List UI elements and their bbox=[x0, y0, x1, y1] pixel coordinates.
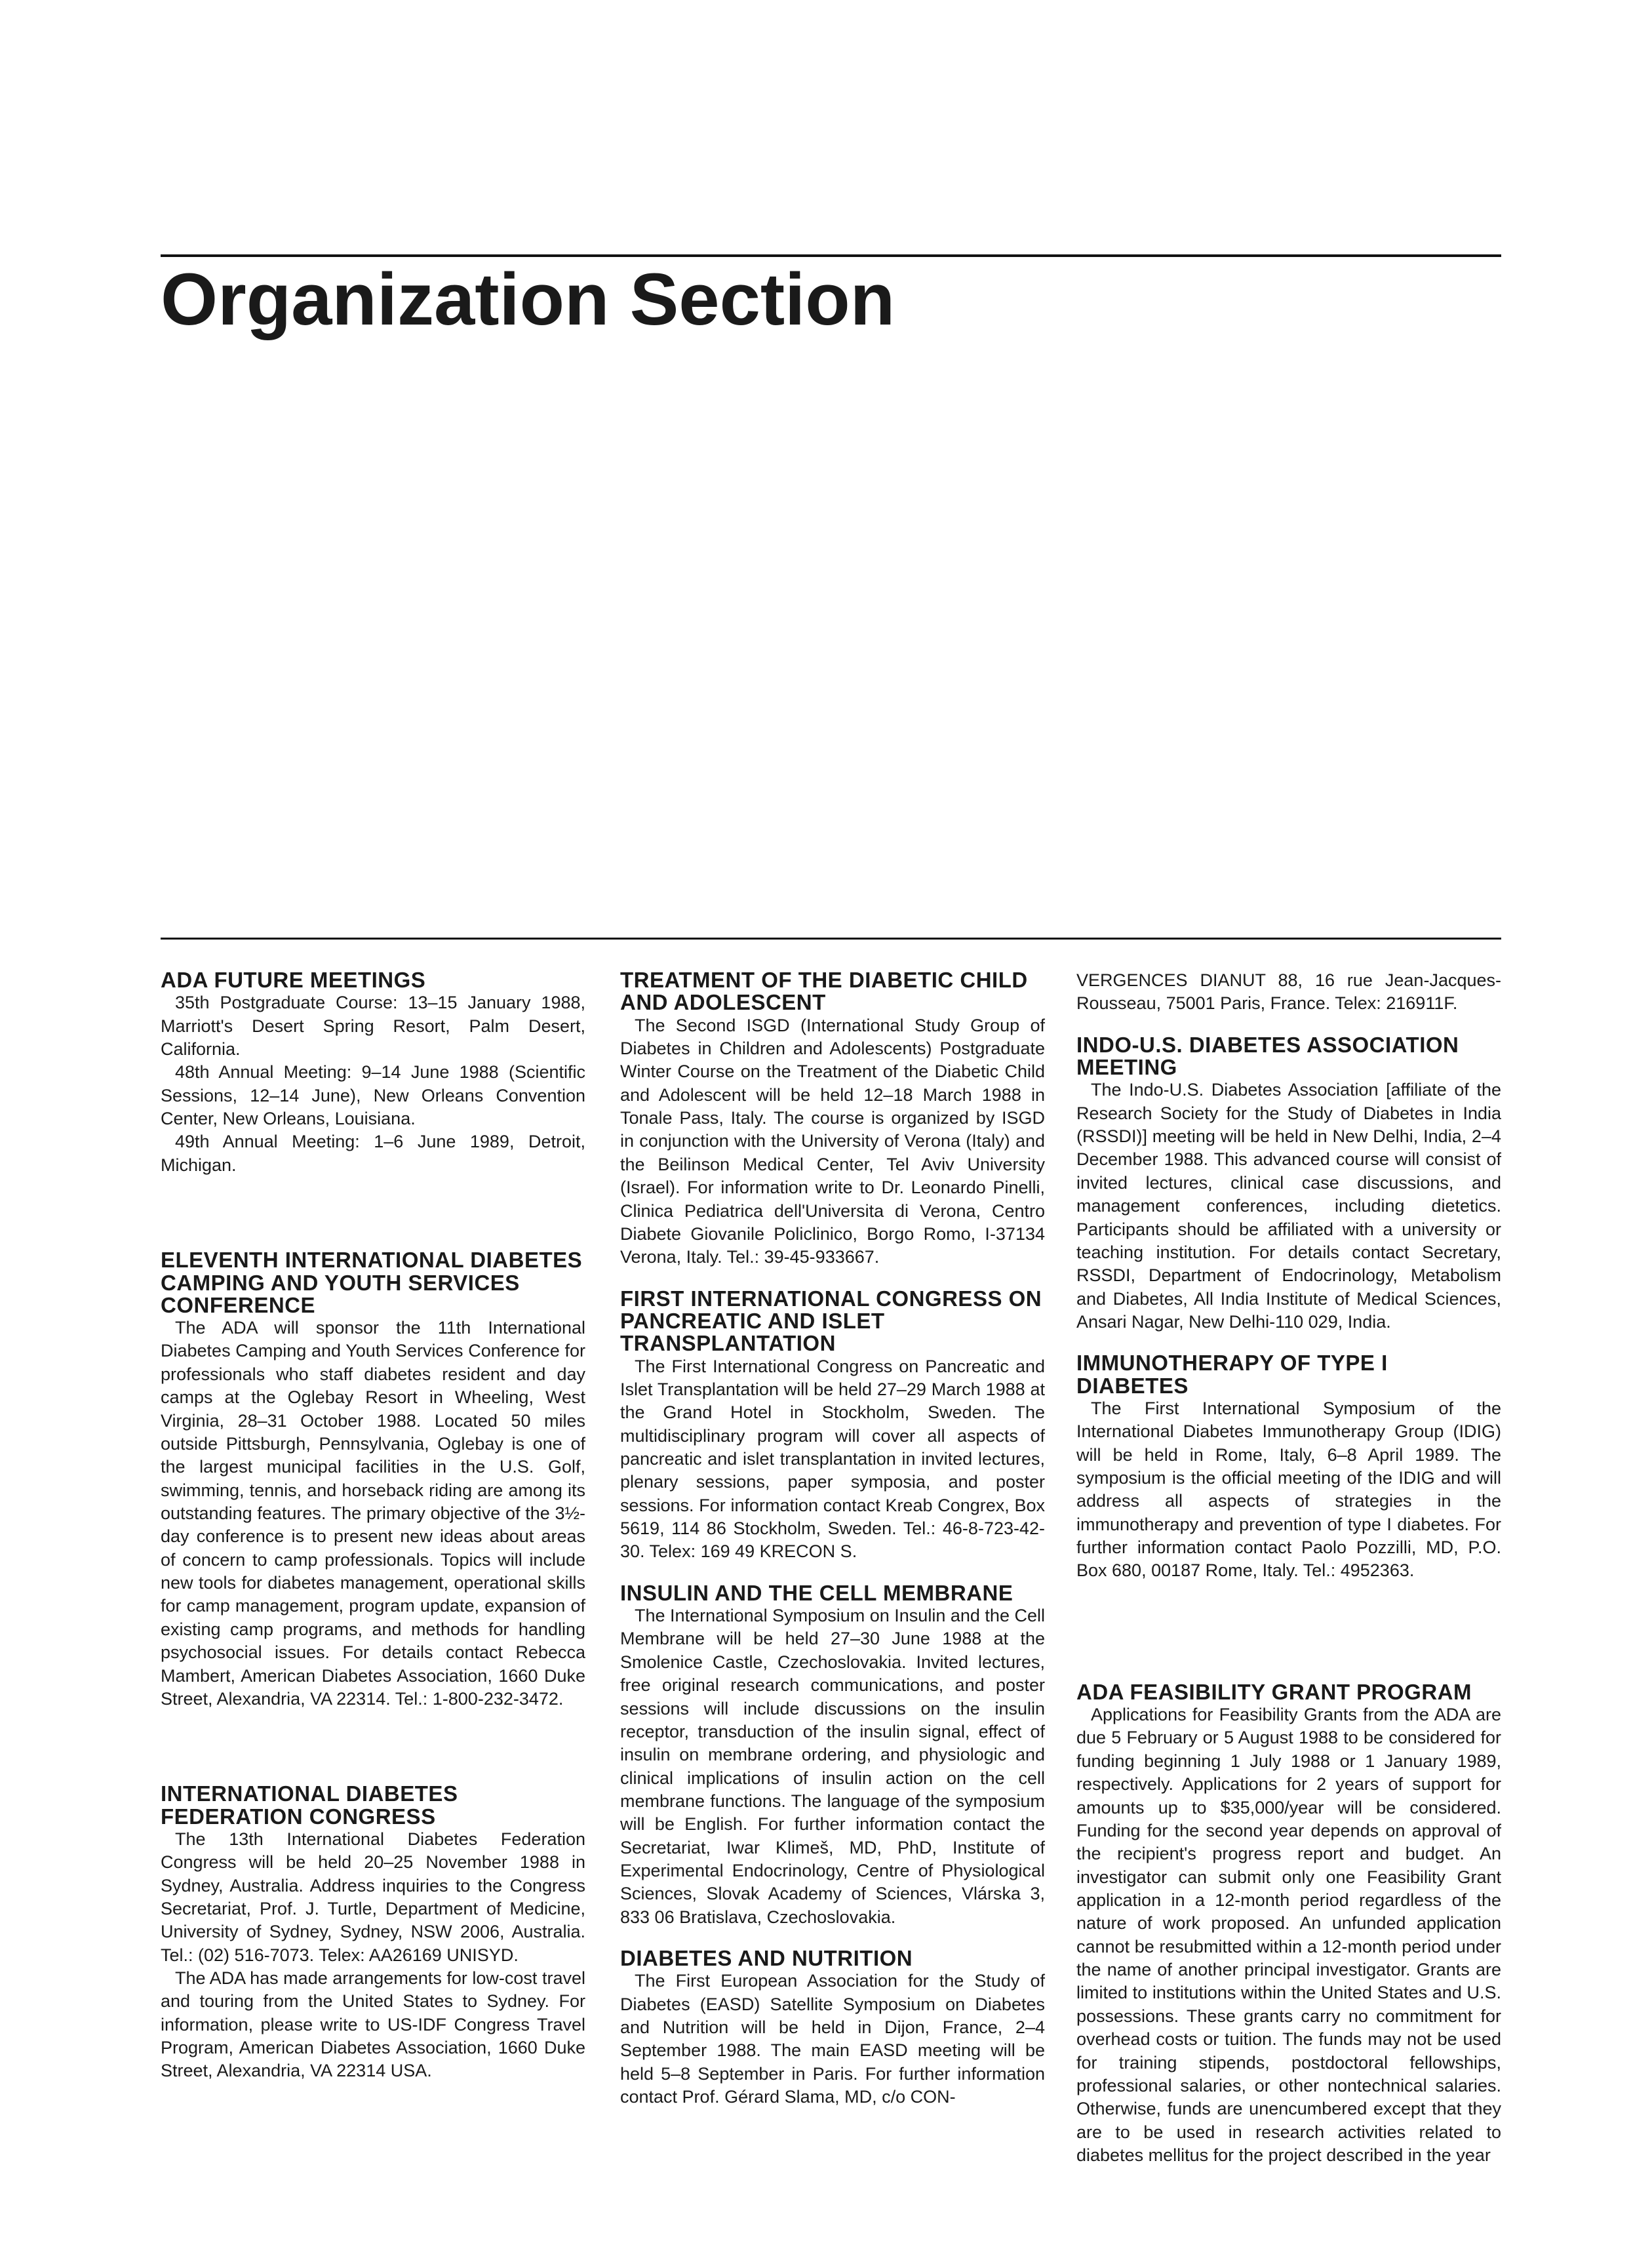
spacer bbox=[1076, 1583, 1501, 1681]
article-ada-future-meetings bbox=[161, 969, 585, 1177]
column-right bbox=[1076, 969, 1501, 2167]
article-camping-conference bbox=[161, 1249, 585, 1711]
spacer bbox=[620, 1269, 1045, 1288]
article-immunotherapy bbox=[1076, 1352, 1501, 1583]
article-heading: ADA FUTURE MEETINGS bbox=[161, 968, 426, 992]
article-heading: INTERNATIONAL DIABETES FEDERATION CONGRESS bbox=[161, 1781, 458, 1829]
article-paragraph: The First European Association for the Study of Diabetes (EASD) Satellite Symposium on Diabetes and Nutrition will be held in Dijon, France, 2–4 September 1988. The main EASD meeting will be held 5–8 September in Paris. For further information contact Prof. Gérard Slama, MD, c/o CON- bbox=[620, 1971, 1045, 2107]
article-paragraph: The First International Congress on Pancreatic and Islet Transplantation will be held 27–29 March 1988 at the Grand Hotel in Stockholm, Sweden. The multidisciplinary program will cover all aspects of pancreatic and islet transplantation in invited lectures, plenary sessions, paper symposia, and poster sessions. For information contact Kreab Congrex, Box 5619, 114 86 Stockholm, Sweden. Tel.: 46-8-723-42-30. Telex: 169 49 KRECON S. bbox=[620, 1356, 1045, 1562]
article-paragraph: The ADA has made arrangements for low-cost travel and touring from the United States to Sydney. For information, please write to US-IDF Congress Travel Program, American Diabetes Association, 1660 Duke Street, Alexandria, VA 22314 USA. bbox=[161, 1968, 585, 2081]
article-heading: FIRST INTERNATIONAL CONGRESS ON PANCREATIC AND ISLET TRANSPLANTATION bbox=[620, 1286, 1042, 1356]
article-indo-us bbox=[1076, 1034, 1501, 1334]
article-paragraph: The First International Symposium of the International Diabetes Immunotherapy Group (IDIG) will be held in Rome, Italy, 6–8 April 1989. The symposium is the official meeting of the IDIG and will address all aspects of strategies in the immunotherapy and prevention of type I diabetes. For further information contact Paolo Pozzilli, MD, P.O. Box 680, 00187 Rome, Italy. Tel.: 4952363. bbox=[1076, 1398, 1501, 1581]
article-paragraph: Applications for Feasibility Grants from the ADA are due 5 February or 5 August 1988 to be considered for funding beginning 1 July 1988 or 1 January 1989, respectively. Applications for 2 years of support for amounts up to $35,000/year will be considered. Funding for the second year depends on approval of the recipient's progress report and budget. An investigator can submit only one Feasibility Grant application in a 12-month period regardless of the nature of work proposed. An unfunded application cannot be resubmitted within a 12-month period under the name of another principal investigator. Grants are limited to institutions within the United States and U.S. possessions. These grants carry no commitment for overhead costs or tuition. The funds may not be used for training stipends, postdoctoral fellowships, professional salaries, or other nontechnical salaries. Otherwise, funds are unencumbered except that they are to be used in research activities related to diabetes mellitus for the project described in the year bbox=[1076, 1705, 1501, 2165]
article-paragraph: 48th Annual Meeting: 9–14 June 1988 (Scientific Sessions, 12–14 June), New Orleans Convention Center, New Orleans, Louisiana. bbox=[161, 1062, 585, 1129]
article-paragraph: The ADA will sponsor the 11th International Diabetes Camping and Youth Services Conference for professionals who staff diabetes resident and day camps at the Oglebay Resort in Wheeling, West Virginia, 28–31 October 1988. Located 50 miles outside Pittsburgh, Pennsylvania, Oglebay is one of the largest municipal facilities in the U.S. Golf, swimming, tennis, and horseback riding are among its outstanding features. The primary objective of the 3½-day conference is to present new ideas about areas of concern to camp professionals. Topics will include new tools for diabetes management, operational skills for camp management, program update, expansion of existing camp programs, and methods for handling psychosocial issues. For details contact Rebecca Mambert, American Diabetes Association, 1660 Duke Street, Alexandria, VA 22314. Tel.: 1-800-232-3472. bbox=[161, 1318, 585, 1709]
article-heading: INDO-U.S. DIABETES ASSOCIATION MEETING bbox=[1076, 1032, 1459, 1080]
article-diabetic-child bbox=[620, 969, 1045, 1269]
article-paragraph: 35th Postgraduate Course: 13–15 January 1988, Marriott's Desert Spring Resort, Palm Desert, California. bbox=[161, 993, 585, 1060]
article-insulin-membrane bbox=[620, 1582, 1045, 1929]
article-idf-congress bbox=[161, 1783, 585, 2083]
article-heading: ELEVENTH INTERNATIONAL DIABETES CAMPING AND YOUTH SERVICES CONFERENCE bbox=[161, 1248, 583, 1317]
article-paragraph: The Second ISGD (International Study Group of Diabetes in Children and Adolescents) Postgraduate Winter Course on the Treatment of the Diabetic Child and Adolescent will be held 12–18 March 1988 in Tonale Pass, Italy. The course is organized by ISGD in conjunction with the University of Verona (Italy) and the Beilinson Medical Center, Tel Aviv University (Israel). For information write to Dr. Leonardo Pinelli, Clinica Pediatrica dell'Universita di Verona, Centro Diabete Giovanile Policlinico, Borgo Romo, I-37134 Verona, Italy. Tel.: 39-45-933667. bbox=[620, 1015, 1045, 1267]
spacer bbox=[1076, 1016, 1501, 1034]
article-paragraph: The International Symposium on Insulin and the Cell Membrane will be held 27–30 June 1988 at the Smolenice Castle, Czechoslovakia. Invited lectures, free original research communications, and poster sessions will include discussions on the insulin receptor, transduction of the insulin signal, effect of insulin on membrane ordering, and physiologic and clinical implications of insulin action on the cell membrane functions. The language of the symposium will be English. For further information contact the Secretariat, Iwar Klimeš, MD, PhD, Institute of Experimental Endocrinology, Centre of Physiological Sciences, Slovak Academy of Sciences, Vlárska 3, 833 06 Bratislava, Czechoslovakia. bbox=[620, 1606, 1045, 1927]
article-feasibility-grant bbox=[1076, 1681, 1501, 2168]
column-left bbox=[161, 969, 585, 2083]
article-paragraph: VERGENCES DIANUT 88, 16 rue Jean-Jacques-Rousseau, 75001 Paris, France. Telex: 216911F. bbox=[1076, 970, 1501, 1014]
spacer bbox=[620, 1564, 1045, 1582]
spacer bbox=[620, 1929, 1045, 1947]
article-heading: INSULIN AND THE CELL MEMBRANE bbox=[620, 1580, 1013, 1605]
spacer bbox=[161, 1711, 585, 1783]
page-title: Organization Section bbox=[161, 258, 895, 340]
article-paragraph: 49th Annual Meeting: 1–6 June 1989, Detroit, Michigan. bbox=[161, 1132, 585, 1175]
section-rule bbox=[161, 938, 1501, 940]
top-rule bbox=[161, 254, 1501, 257]
spacer bbox=[161, 1177, 585, 1249]
article-paragraph: The 13th International Diabetes Federation Congress will be held 20–25 November 1988 in Sydney, Australia. Address inquiries to the Congress Secretariat, Prof. J. Turtle, Department of Medicine, University of Sydney, Sydney, NSW 2006, Australia. Tel.: (02) 516-7073. Telex: AA26169 UNISYD. bbox=[161, 1829, 585, 1965]
article-diabetes-nutrition bbox=[620, 1947, 1045, 2109]
article-heading: IMMUNOTHERAPY OF TYPE I DIABETES bbox=[1076, 1351, 1388, 1398]
column-middle bbox=[620, 969, 1045, 2109]
article-islet-transplantation bbox=[620, 1288, 1045, 1564]
article-heading: TREATMENT OF THE DIABETIC CHILD AND ADOLESCENT bbox=[620, 968, 1028, 1015]
article-heading: DIABETES AND NUTRITION bbox=[620, 1946, 913, 1971]
spacer bbox=[1076, 1334, 1501, 1352]
article-heading: ADA FEASIBILITY GRANT PROGRAM bbox=[1076, 1679, 1472, 1704]
article-paragraph: The Indo-U.S. Diabetes Association [affiliate of the Research Society for the Study of Diabetes in India (RSSDI)] meeting will be held in New Delhi, India, 2–4 December 1988. This advanced course will consist of invited lectures, clinical case discussions, and management conferences, including dietetics. Participants should be affiliated with a university or teaching institution. For details contact Secretary, RSSDI, Department of Endocrinology, Metabolism and Diabetes, All India Institute of Medical Sciences, Ansari Nagar, New Delhi-110 029, India. bbox=[1076, 1080, 1501, 1332]
article-continuation bbox=[1076, 969, 1501, 1016]
